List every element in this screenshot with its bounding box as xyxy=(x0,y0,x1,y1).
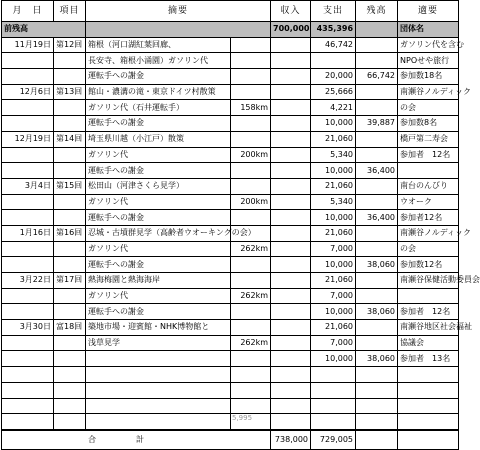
row-date xyxy=(2,382,54,398)
row-distance xyxy=(231,84,271,100)
row-date xyxy=(2,210,54,226)
table-row xyxy=(2,382,459,398)
table-row xyxy=(2,414,459,430)
row-date: 12月19日 xyxy=(2,131,54,147)
row-item xyxy=(54,241,86,257)
row-expense xyxy=(311,382,356,398)
row-item xyxy=(54,288,86,304)
row-item xyxy=(54,69,86,85)
row-expense xyxy=(311,398,356,414)
row-distance xyxy=(231,163,271,179)
table-row xyxy=(2,53,459,69)
row-distance xyxy=(231,320,271,336)
table-row xyxy=(2,351,459,367)
row-note: の会 xyxy=(398,241,459,257)
row-balance xyxy=(356,100,398,116)
row-note xyxy=(398,382,459,398)
prev-balance xyxy=(356,22,398,38)
header-expense: 支出 xyxy=(311,1,356,22)
row-income xyxy=(271,84,311,100)
row-balance: 38,060 xyxy=(356,304,398,320)
row-distance: 262km xyxy=(231,335,271,351)
row-income xyxy=(271,273,311,289)
row-item: 第15回 xyxy=(54,178,86,194)
header-item: 項目 xyxy=(54,1,86,22)
row-note: の会 xyxy=(398,100,459,116)
row-date: 3月22日 xyxy=(2,273,54,289)
row-item xyxy=(54,116,86,132)
row-item xyxy=(54,210,86,226)
row-income xyxy=(271,367,311,383)
row-distance: 200km xyxy=(231,147,271,163)
row-distance xyxy=(231,131,271,147)
total-row xyxy=(2,430,459,450)
header-summary: 摘要 xyxy=(86,1,271,22)
header-row xyxy=(2,1,459,22)
table-row xyxy=(2,178,459,194)
row-date: 11月19日 xyxy=(2,37,54,53)
row-note: 参加者 12名 xyxy=(398,304,459,320)
table-row xyxy=(2,257,459,273)
prev-expense: 435,396 xyxy=(311,22,356,38)
row-balance xyxy=(356,131,398,147)
row-income xyxy=(271,414,311,430)
row-expense: 21,060 xyxy=(311,131,356,147)
row-date xyxy=(2,288,54,304)
row-note: 参加者 13名 xyxy=(398,351,459,367)
row-balance xyxy=(356,273,398,289)
row-summary xyxy=(86,398,231,414)
row-expense xyxy=(311,53,356,69)
table-row xyxy=(2,37,459,53)
table-row xyxy=(2,367,459,383)
row-income xyxy=(271,194,311,210)
row-item xyxy=(54,335,86,351)
header-balance: 残高 xyxy=(356,1,398,22)
table-row xyxy=(2,194,459,210)
row-balance xyxy=(356,320,398,336)
row-distance xyxy=(231,116,271,132)
total-expense: 729,005 xyxy=(311,430,356,450)
row-date xyxy=(2,194,54,210)
row-distance: 158km xyxy=(231,100,271,116)
row-distance xyxy=(231,304,271,320)
row-expense: 7,000 xyxy=(311,241,356,257)
header-income: 収入 xyxy=(271,1,311,22)
row-balance xyxy=(356,53,398,69)
row-expense: 20,000 xyxy=(311,69,356,85)
row-date xyxy=(2,414,54,430)
row-summary: 運転手への謝金 xyxy=(86,69,231,85)
row-summary: 運転手への謝金 xyxy=(86,210,231,226)
table-row xyxy=(2,84,459,100)
row-income xyxy=(271,210,311,226)
table-row xyxy=(2,335,459,351)
table-row xyxy=(2,69,459,85)
row-expense: 21,060 xyxy=(311,178,356,194)
row-note: ガソリン代を含む xyxy=(398,37,459,53)
row-summary: 熱海梅園と熱海海岸 xyxy=(86,273,231,289)
row-date: 1月16日 xyxy=(2,225,54,241)
row-summary: ガソリン代 xyxy=(86,147,231,163)
prev-note: 団体名 xyxy=(398,22,459,38)
row-note: 参加数8名 xyxy=(398,116,459,132)
row-balance xyxy=(356,398,398,414)
row-summary xyxy=(86,382,231,398)
row-summary xyxy=(86,367,231,383)
row-balance xyxy=(356,382,398,398)
row-expense: 21,060 xyxy=(311,320,356,336)
row-distance xyxy=(231,273,271,289)
row-date: 3月4日 xyxy=(2,178,54,194)
row-note: 橋戸第二寿会 xyxy=(398,131,459,147)
row-note: 協議会 xyxy=(398,335,459,351)
row-summary: 運転手への謝金 xyxy=(86,163,231,179)
row-item xyxy=(54,53,86,69)
row-income xyxy=(271,53,311,69)
row-distance xyxy=(231,257,271,273)
row-note: 参加数18名 xyxy=(398,69,459,85)
row-date xyxy=(2,351,54,367)
row-expense: 10,000 xyxy=(311,304,356,320)
row-distance xyxy=(231,210,271,226)
row-balance: 66,742 xyxy=(356,69,398,85)
row-summary: ガソリン代 xyxy=(86,288,231,304)
row-distance: 262km xyxy=(231,288,271,304)
table-row xyxy=(2,273,459,289)
row-balance: 39,887 xyxy=(356,116,398,132)
row-date xyxy=(2,147,54,163)
row-note xyxy=(398,398,459,414)
table-row xyxy=(2,116,459,132)
row-date xyxy=(2,163,54,179)
row-income xyxy=(271,37,311,53)
row-note: ウオーク xyxy=(398,194,459,210)
row-summary: ガソリン代 xyxy=(86,241,231,257)
row-summary: 忍城・古墳群見学（高齢者ウオーキングの会） xyxy=(86,225,231,241)
row-date xyxy=(2,116,54,132)
prev-summary xyxy=(86,22,271,38)
row-expense: 10,000 xyxy=(311,351,356,367)
row-income xyxy=(271,241,311,257)
row-income xyxy=(271,351,311,367)
row-date xyxy=(2,69,54,85)
row-summary xyxy=(86,414,231,430)
row-summary: 館山・濃溝の滝・東京ドイツ村散策 xyxy=(86,84,231,100)
row-note xyxy=(398,288,459,304)
row-income xyxy=(271,163,311,179)
row-item xyxy=(54,194,86,210)
row-date xyxy=(2,241,54,257)
row-note: 参加数12名 xyxy=(398,257,459,273)
row-summary: 築地市場・迎賓館・NHK博物館と xyxy=(86,320,231,336)
table-row xyxy=(2,225,459,241)
row-income xyxy=(271,288,311,304)
row-summary: 浅草見学 xyxy=(86,335,231,351)
row-summary: 長安寺、箱根小涌園）ガソリン代 xyxy=(86,53,231,69)
table-row xyxy=(2,398,459,414)
row-income xyxy=(271,382,311,398)
row-expense: 21,060 xyxy=(311,225,356,241)
row-note xyxy=(398,367,459,383)
table-row xyxy=(2,147,459,163)
row-distance: 200km xyxy=(231,194,271,210)
total-balance xyxy=(356,430,398,450)
row-distance xyxy=(231,178,271,194)
row-distance xyxy=(231,37,271,53)
row-note: 南瀬谷保健活動委員会 xyxy=(398,273,459,289)
table-row xyxy=(2,163,459,179)
row-expense: 10,000 xyxy=(311,116,356,132)
row-income xyxy=(271,100,311,116)
row-expense: 46,742 xyxy=(311,37,356,53)
row-distance xyxy=(231,53,271,69)
table-row xyxy=(2,304,459,320)
row-distance xyxy=(231,351,271,367)
row-item: 富18回 xyxy=(54,320,86,336)
row-date xyxy=(2,304,54,320)
row-income xyxy=(271,178,311,194)
row-item: 第14回 xyxy=(54,131,86,147)
prev-balance-row xyxy=(2,22,459,38)
row-item xyxy=(54,351,86,367)
row-summary: 埼玉県川越（小江戸）散策 xyxy=(86,131,231,147)
row-item xyxy=(54,147,86,163)
row-income xyxy=(271,335,311,351)
row-expense: 7,000 xyxy=(311,335,356,351)
header-date: 月 日 xyxy=(2,1,54,22)
row-balance: 38,060 xyxy=(356,257,398,273)
row-expense xyxy=(311,414,356,430)
row-expense: 10,000 xyxy=(311,257,356,273)
row-distance xyxy=(231,367,271,383)
row-summary: ガソリン代（石井運転手） xyxy=(86,100,231,116)
row-expense xyxy=(311,367,356,383)
row-date: 12月6日 xyxy=(2,84,54,100)
total-note xyxy=(398,430,459,450)
table-row xyxy=(2,210,459,226)
row-balance: 36,400 xyxy=(356,163,398,179)
row-summary: 運転手への謝金 xyxy=(86,116,231,132)
ledger-table xyxy=(1,0,480,450)
row-item: 第12回 xyxy=(54,37,86,53)
row-note: 南台のんびり xyxy=(398,178,459,194)
row-item xyxy=(54,304,86,320)
row-date: 3月30日 xyxy=(2,320,54,336)
row-date xyxy=(2,257,54,273)
row-expense: 25,666 xyxy=(311,84,356,100)
prev-balance-label: 前残高 xyxy=(2,22,86,38)
row-note: 南瀬谷ノルディック xyxy=(398,225,459,241)
row-balance: 36,400 xyxy=(356,210,398,226)
row-distance: 262km xyxy=(231,241,271,257)
row-distance xyxy=(231,398,271,414)
row-expense: 10,000 xyxy=(311,210,356,226)
table-row xyxy=(2,320,459,336)
row-item xyxy=(54,100,86,116)
row-income xyxy=(271,257,311,273)
row-note: 南瀬谷ノルディック xyxy=(398,84,459,100)
row-summary: 箱根（河口湖紅葉回廊、 xyxy=(86,37,231,53)
row-item xyxy=(54,257,86,273)
row-date xyxy=(2,53,54,69)
row-item xyxy=(54,398,86,414)
row-distance xyxy=(231,382,271,398)
row-expense: 21,060 xyxy=(311,273,356,289)
row-balance xyxy=(356,288,398,304)
row-item: 第13回 xyxy=(54,84,86,100)
row-item: 第16回 xyxy=(54,225,86,241)
row-date xyxy=(2,335,54,351)
row-item: 第17回 xyxy=(54,273,86,289)
row-summary: ガソリン代 xyxy=(86,194,231,210)
row-item xyxy=(54,163,86,179)
row-date xyxy=(2,367,54,383)
row-balance xyxy=(356,84,398,100)
row-expense: 10,000 xyxy=(311,163,356,179)
row-income xyxy=(271,304,311,320)
row-note xyxy=(398,414,459,430)
row-balance xyxy=(356,335,398,351)
total-income: 738,000 xyxy=(271,430,311,450)
table-row xyxy=(2,241,459,257)
row-summary: 松田山（河津さくら見学） xyxy=(86,178,231,194)
row-balance: 38,060 xyxy=(356,351,398,367)
row-balance xyxy=(356,225,398,241)
row-note: NPOせや旅行 xyxy=(398,53,459,69)
row-note xyxy=(398,163,459,179)
row-summary: 運転手への謝金 xyxy=(86,257,231,273)
total-label: 合計 xyxy=(2,430,271,450)
row-balance xyxy=(356,147,398,163)
prev-income: 700,000 xyxy=(271,22,311,38)
table-row xyxy=(2,100,459,116)
row-note: 南瀬谷地区社会福祉 xyxy=(398,320,459,336)
row-income xyxy=(271,320,311,336)
row-income xyxy=(271,116,311,132)
row-balance xyxy=(356,178,398,194)
row-expense: 5,340 xyxy=(311,147,356,163)
row-date xyxy=(2,398,54,414)
row-income xyxy=(271,147,311,163)
row-expense: 7,000 xyxy=(311,288,356,304)
row-distance xyxy=(231,69,271,85)
row-income xyxy=(271,69,311,85)
header-notes: 適要 xyxy=(398,1,459,22)
row-expense: 4,221 xyxy=(311,100,356,116)
row-date xyxy=(2,100,54,116)
row-balance xyxy=(356,194,398,210)
row-item xyxy=(54,414,86,430)
stray-footer-text: 5,995 xyxy=(232,414,253,422)
row-income xyxy=(271,398,311,414)
row-balance xyxy=(356,37,398,53)
row-item xyxy=(54,367,86,383)
row-note: 参加者12名 xyxy=(398,210,459,226)
row-income xyxy=(271,225,311,241)
row-balance xyxy=(356,241,398,257)
row-income xyxy=(271,131,311,147)
row-expense: 5,340 xyxy=(311,194,356,210)
row-note: 参加者 12名 xyxy=(398,147,459,163)
table-row xyxy=(2,288,459,304)
row-summary: 運転手への謝金 xyxy=(86,304,231,320)
row-balance xyxy=(356,414,398,430)
table-row xyxy=(2,131,459,147)
row-item xyxy=(54,382,86,398)
row-summary xyxy=(86,351,231,367)
row-balance xyxy=(356,367,398,383)
